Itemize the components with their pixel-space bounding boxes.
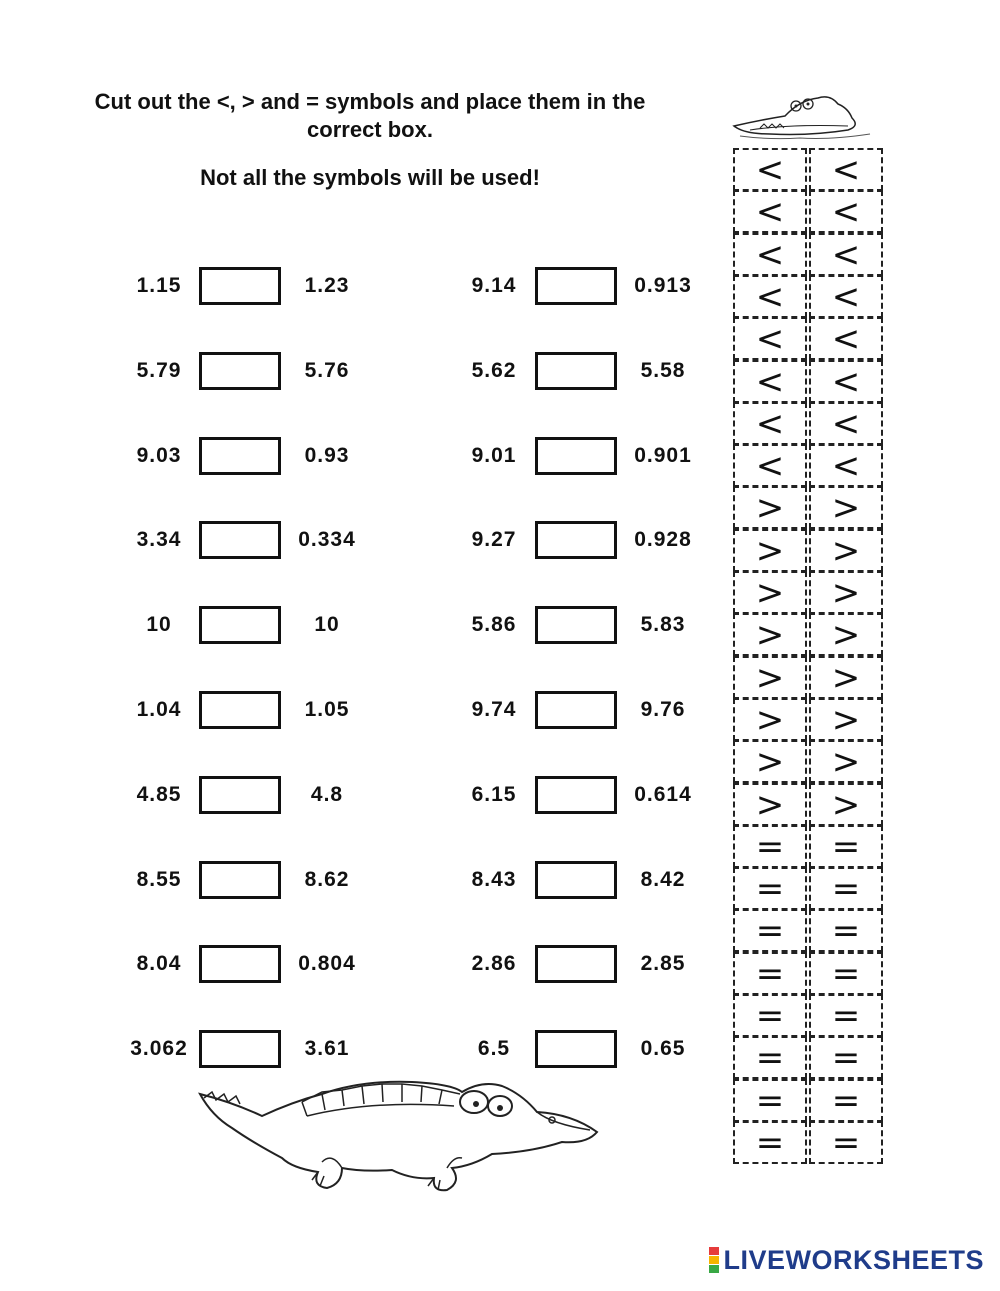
symbol-cutout[interactable]: = (809, 909, 883, 952)
symbol-cutout[interactable]: = (733, 867, 807, 910)
problem-left-number: 1.04 (136, 698, 182, 721)
problem-left-number: 5.79 (136, 358, 182, 382)
symbol-cutout[interactable]: > (733, 783, 807, 826)
answer-box[interactable] (535, 945, 617, 983)
answer-box[interactable] (535, 521, 617, 559)
problem-right-number: 1.23 (304, 274, 350, 297)
symbol-cutout[interactable]: > (733, 486, 807, 529)
problem-left-number: 9.03 (136, 443, 182, 467)
answer-box[interactable] (199, 437, 281, 475)
problem-right-number: 8.42 (640, 867, 686, 891)
problem-right-number: 10 (314, 613, 340, 637)
symbol-cutout[interactable]: = (809, 1079, 883, 1122)
symbol-cutout[interactable]: < (809, 402, 883, 445)
symbol-cutout[interactable]: > (733, 571, 807, 614)
problem-right-number: 0.93 (304, 443, 350, 467)
answer-box[interactable] (199, 521, 281, 559)
answer-box[interactable] (535, 861, 617, 899)
problem-right-number: 5.83 (640, 613, 686, 637)
problem-left-number: 3.062 (130, 1037, 188, 1061)
symbol-cutout[interactable]: = (733, 1079, 807, 1122)
symbol-cutout[interactable]: < (733, 275, 807, 318)
symbol-cutout[interactable]: = (809, 867, 883, 910)
instructions-title: Cut out the <, > and = symbols and place them in the correct box. (94, 89, 646, 142)
symbol-cutout[interactable]: = (809, 994, 883, 1037)
symbol-cutout[interactable]: > (733, 740, 807, 783)
symbol-cutout[interactable]: = (733, 1036, 807, 1079)
problem-left-number: 8.43 (471, 867, 517, 891)
symbol-cutout[interactable]: > (733, 613, 807, 656)
problem-right-number: 9.76 (640, 698, 686, 721)
problem-left-number: 3.34 (136, 528, 182, 552)
answer-box[interactable] (199, 1030, 281, 1068)
problem-left-number: 5.86 (471, 613, 517, 637)
logo-blocks-icon (709, 1247, 719, 1273)
problem-right-number: 0.928 (634, 528, 692, 552)
symbol-cutout[interactable]: < (733, 317, 807, 360)
crocodile-drawing (192, 1072, 607, 1202)
symbol-cutout[interactable]: = (733, 994, 807, 1037)
symbol-cutout[interactable]: < (733, 148, 807, 191)
symbol-cutout[interactable]: < (733, 190, 807, 233)
symbol-cutout[interactable]: < (733, 360, 807, 403)
problem-right-number: 5.76 (304, 358, 350, 382)
problem-right-number: 5.58 (640, 358, 686, 382)
answer-box[interactable] (199, 776, 281, 814)
symbol-cutout[interactable]: < (733, 233, 807, 276)
symbol-cutout[interactable]: = (809, 1036, 883, 1079)
answer-box[interactable] (199, 267, 281, 305)
problem-right-number: 1.05 (304, 698, 350, 721)
symbol-cutout[interactable]: > (809, 656, 883, 699)
symbol-cutout[interactable]: = (809, 952, 883, 995)
problem-left-number: 6.15 (471, 782, 517, 806)
symbol-cutout[interactable]: = (733, 909, 807, 952)
symbol-cutout[interactable]: < (733, 402, 807, 445)
answer-box[interactable] (199, 691, 281, 729)
problem-left-number: 4.85 (136, 782, 182, 806)
problem-right-number: 0.913 (634, 274, 692, 297)
symbol-cutout[interactable]: < (809, 275, 883, 318)
symbol-cutout[interactable]: = (733, 825, 807, 868)
problem-left-number: 6.5 (477, 1037, 511, 1061)
symbol-cutout[interactable]: < (733, 444, 807, 487)
answer-box[interactable] (199, 606, 281, 644)
problem-right-number: 4.8 (310, 782, 344, 806)
symbol-cutout[interactable]: = (809, 1121, 883, 1164)
problem-left-number: 8.04 (136, 952, 182, 976)
problem-right-number: 0.804 (298, 952, 356, 976)
problem-left-number: 9.74 (471, 698, 517, 721)
problem-left-number: 2.86 (471, 952, 517, 976)
symbol-cutout[interactable]: > (809, 529, 883, 572)
symbol-cutout[interactable]: = (809, 825, 883, 868)
problem-left-number: 10 (146, 613, 172, 637)
symbol-cutout[interactable]: > (809, 571, 883, 614)
symbol-cutout[interactable]: = (733, 1121, 807, 1164)
answer-box[interactable] (199, 352, 281, 390)
symbol-cutout[interactable]: > (809, 698, 883, 741)
problem-left-number: 8.55 (136, 867, 182, 891)
problem-right-number: 0.901 (634, 443, 692, 467)
problem-right-number: 0.65 (640, 1037, 686, 1061)
problem-right-number: 0.614 (634, 782, 692, 806)
problem-left-number: 5.62 (471, 358, 517, 382)
problem-left-number: 9.27 (471, 528, 517, 552)
problem-left-number: 1.15 (136, 274, 182, 297)
instructions-note: Not all the symbols will be used! (200, 165, 540, 190)
symbol-cutout[interactable]: = (733, 952, 807, 995)
answer-box[interactable] (535, 1030, 617, 1068)
symbol-cutout[interactable]: > (809, 740, 883, 783)
problem-right-number: 8.62 (304, 867, 350, 891)
symbol-cutout[interactable]: < (809, 233, 883, 276)
symbol-cutout[interactable]: > (733, 529, 807, 572)
symbol-cutout[interactable]: < (809, 148, 883, 191)
answer-box[interactable] (535, 691, 617, 729)
answer-box[interactable] (535, 267, 617, 305)
symbol-cutout[interactable]: < (809, 360, 883, 403)
symbol-cutout[interactable]: > (809, 783, 883, 826)
problem-right-number: 0.334 (298, 528, 356, 552)
answer-box[interactable] (535, 352, 617, 390)
answer-box[interactable] (535, 437, 617, 475)
symbol-cutout[interactable]: > (809, 486, 883, 529)
liveworksheets-logo (709, 1245, 984, 1275)
symbol-cutout[interactable]: < (809, 444, 883, 487)
problem-left-number: 9.14 (471, 274, 517, 297)
symbol-cutout[interactable]: > (733, 698, 807, 741)
problem-left-number: 9.01 (471, 443, 517, 467)
answer-box[interactable] (199, 945, 281, 983)
symbol-cutout[interactable]: < (809, 190, 883, 233)
symbol-cutout[interactable]: > (733, 656, 807, 699)
small-crocodile-drawing (730, 86, 880, 142)
logo-text: LIVEWORKSHEETS (723, 1244, 984, 1275)
answer-box[interactable] (199, 861, 281, 899)
problem-right-number: 2.85 (640, 952, 686, 976)
problem-right-number: 3.61 (304, 1037, 350, 1061)
symbol-cutout[interactable]: > (809, 613, 883, 656)
answer-box[interactable] (535, 606, 617, 644)
symbol-cutout[interactable]: < (809, 317, 883, 360)
answer-box[interactable] (535, 776, 617, 814)
